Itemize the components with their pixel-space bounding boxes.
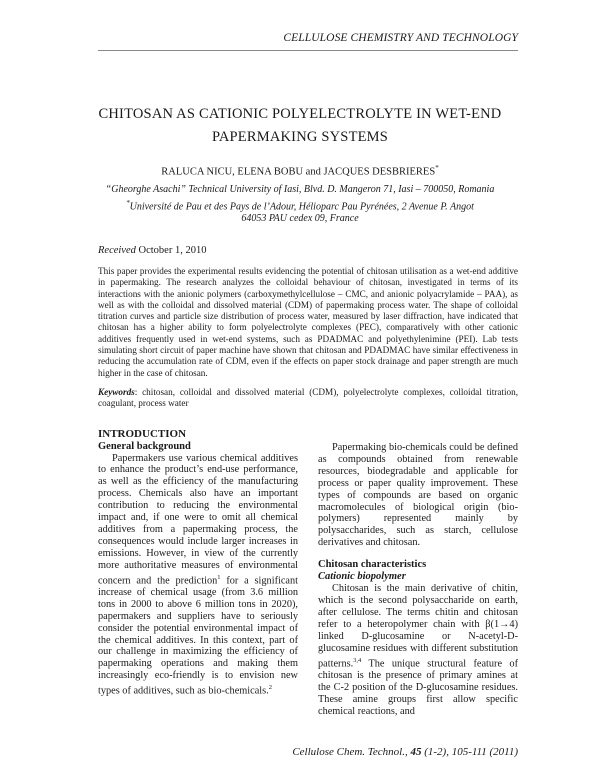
intro-paragraph-1 xyxy=(98,453,298,698)
keywords-text: : chitosan, colloidal and dissolved material (CDM), polyelectrolyte complexes, colloidal titration, coagulant, process water xyxy=(98,387,518,409)
received-label: Received xyxy=(98,245,136,256)
chitosan-p1-ref: 3,4 xyxy=(353,656,362,664)
affiliation-3: 64053 PAU cedex 09, France xyxy=(241,213,359,225)
footer-volume: 45 xyxy=(410,746,422,758)
subsection-general-background-heading: General background xyxy=(98,440,191,452)
abstract: This paper provides the experimental results evidencing the potential of chitosan utilisation as a wet-end additive in papermaking. The research analyzes the colloidal behaviour of chitosan, investigated in terms of its interactions with the anionic polymers (carboxymethylcellulose – CMC, and anionic polyacrylamide – PAA), as well as with the colloidal and dissolved material (CDM) of papermaking process water. The shape of colloidal titration curves and particle size distribution of process water, measured by laser diffraction, have indicated that chitosan has a higher ability to form polyelectrolyte complexes (PEC), comparatively with other cationic additives frequently used in wet-end systems, such as PDADMAC and polyethylenimine (PEI). Lab tests simulating short circuit of paper machine have shown that chitosan and PDADMAC have similar effectiveness in reducing the accumulation rate of CDM, even if the effects on paper stock drainage and paper strength are much higher in the case of chitosan. xyxy=(98,266,518,378)
affiliation-1: “Gheorghe Asachi” Technical University of Iasi, Blvd. D. Mangeron 71, Iasi – 700050, Romania xyxy=(105,184,495,195)
subsection-chitosan-heading: Chitosan characteristics xyxy=(318,559,427,571)
spacer xyxy=(318,549,518,559)
received-date: October 1, 2010 xyxy=(138,245,207,256)
author-names: RALUCA NICU, ELENA BOBU and JACQUES DESBRIERES xyxy=(161,166,436,178)
received-line xyxy=(98,245,206,256)
keywords xyxy=(98,387,518,410)
author-mark: * xyxy=(435,164,439,172)
keywords-label: Keywords xyxy=(98,387,135,397)
affiliation-2-mark: * xyxy=(126,198,130,207)
footer-citation: Cellulose Chem. Technol., 45 (1-2), 105-111 (2011) xyxy=(292,746,518,758)
footer-journal: Cellulose Chem. Technol. xyxy=(292,746,405,758)
footer-issue-pages: (1-2), 105-111 (2011) xyxy=(421,746,518,758)
paper-title: CHITOSAN AS CATIONIC POLYELECTROLYTE IN WET-END PAPERMAKING SYSTEMS xyxy=(98,106,502,145)
left-column xyxy=(98,428,298,697)
intro-paragraph-2: Papermaking bio-chemicals could be defined as compounds obtained from renewable resources, biodegradable and applicable for process or paper quality improvement. These types of compounds are based on organic macromolecules of biological origin (bio-polymers) represented mainly by polysaccharides, such as starch, cellulose derivatives and chitosan. xyxy=(318,442,518,549)
chitosan-p1-text-b: The unique structural feature of chitosan is the presence of primary amines at the C-2 position of the D-glucosamine residues. These amine groups first allow specific chemical reactions, and xyxy=(318,658,518,717)
chitosan-p1-text-a: Chitosan is the main derivative of chitin, which is the second polysaccharide on earth, after cellulose. The terms chitin and chitosan refer to a heteropolymer chain with β(1→4) linked D-glucosamine or N-acetyl-D-glucosamine residues with different substitution patterns. xyxy=(318,583,518,670)
chitosan-paragraph-1 xyxy=(318,583,518,717)
section-introduction-heading: INTRODUCTION xyxy=(98,428,187,440)
journal-header: CELLULOSE CHEMISTRY AND TECHNOLOGY xyxy=(283,32,518,44)
affiliations xyxy=(60,184,540,226)
affiliation-2 xyxy=(60,197,540,214)
authors xyxy=(60,164,540,178)
intro-p1-ref-1: 1 xyxy=(217,573,221,581)
intro-p1-text-b: for a significant increase of chemical usage (from 3.6 million tons in 2000 to above 6 million tons in 2020), papermakers and suppliers have to seriously consider the potential environmental impact of the chemical additives. In this context, part of our challenge in maximizing the efficiency of papermaking operations and making them increasingly eco-friendly is to envision new types of additives, such as bio-chemicals. xyxy=(98,574,299,697)
intro-p1-text-a: Papermakers use various chemical additives to enhance the product’s end-use performance, as well as the efficiency of the manufacturing process. Chemicals also have an important contribution to reducing the environmental impact and, if one were to omit all chemical additives from a papermaking process, the consequences would include larger increases in emissions. However, in view of the currently more authoritative measures of environmental concern and the prediction xyxy=(98,452,298,586)
affiliation-2-text: Université de Pau et des Pays de l’Adour, Hélioparc Pau Pyrénées, 2 Avenue P. Angot xyxy=(129,200,474,212)
intro-p1-ref-2: 2 xyxy=(268,684,272,692)
right-column xyxy=(318,442,518,718)
subsubsection-cationic-heading: Cationic biopolymer xyxy=(318,571,406,583)
header-rule xyxy=(98,50,518,51)
